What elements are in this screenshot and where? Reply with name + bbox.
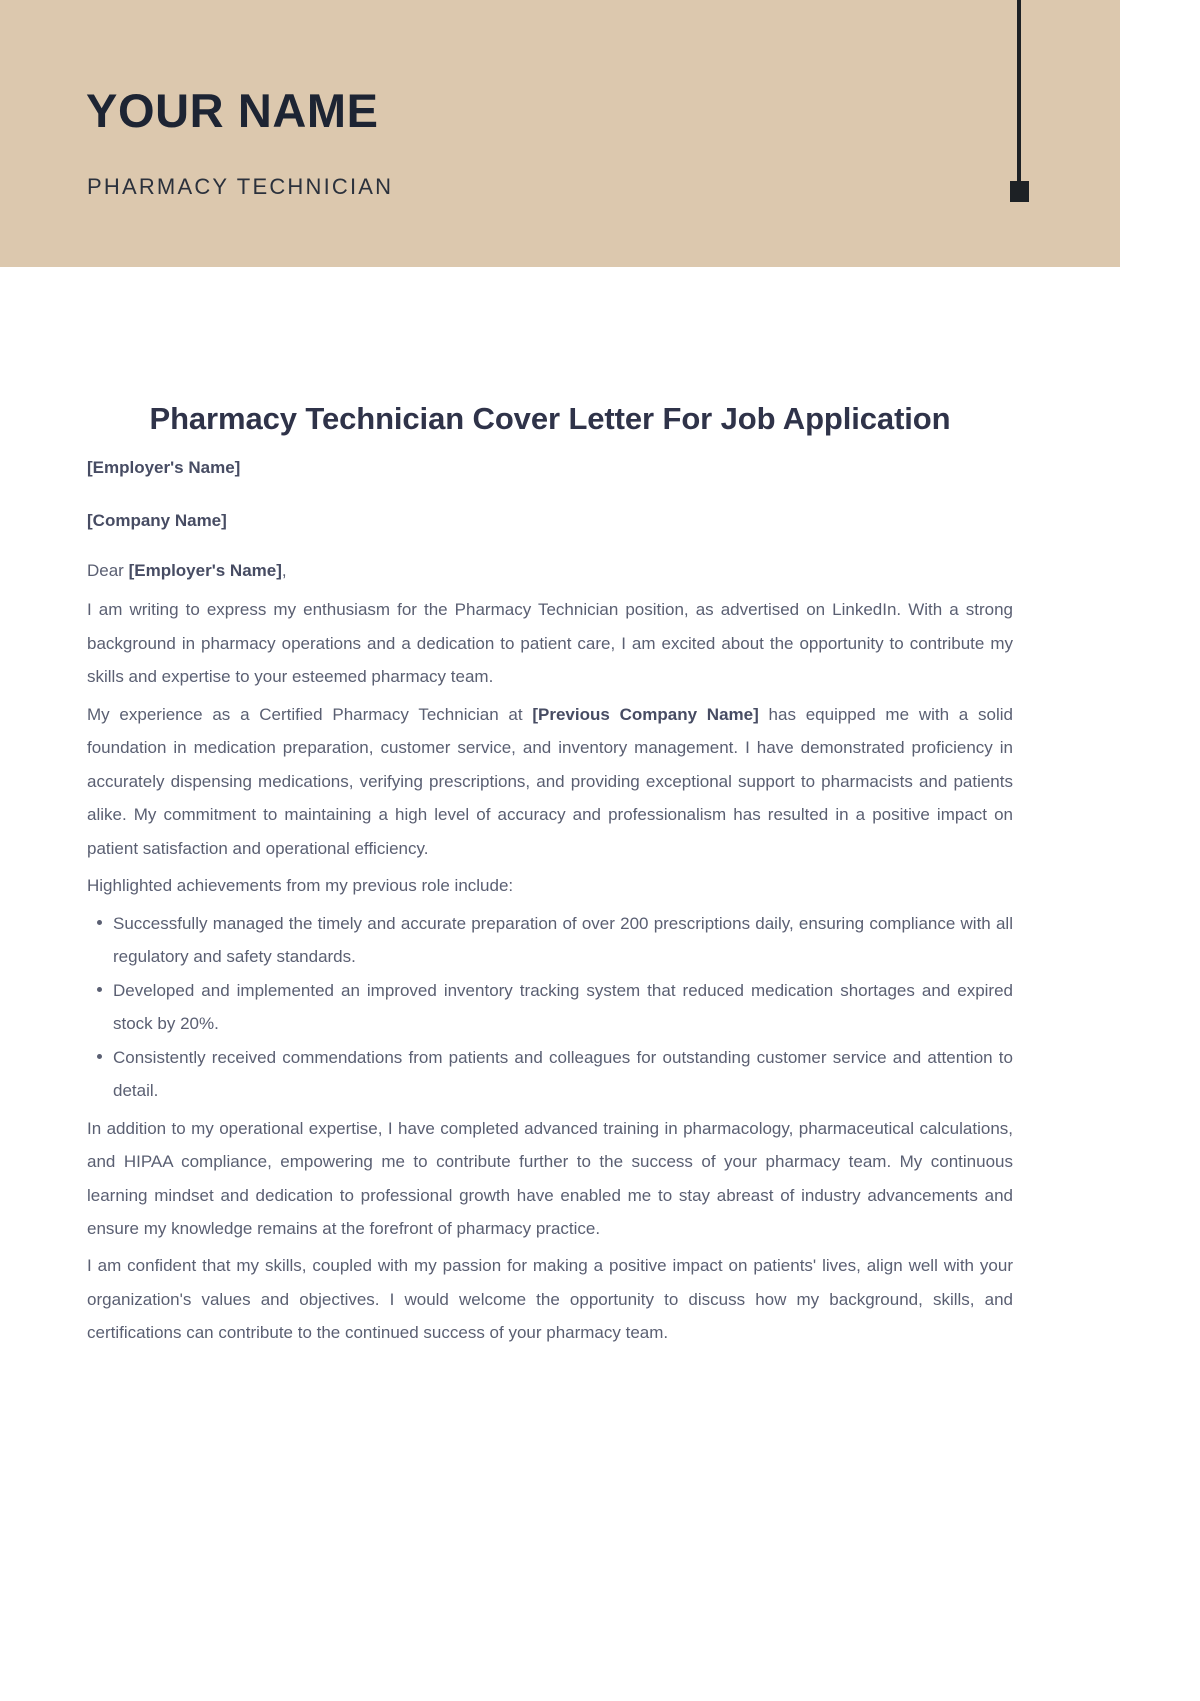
- salutation-line: [87, 557, 1013, 584]
- bullet-icon: [97, 987, 102, 992]
- employer-name-line: [Employer's Name]: [87, 458, 241, 478]
- achievements-intro: Highlighted achievements from my previous role include:: [87, 876, 514, 896]
- letter-paragraph-4: I am confident that my skills, coupled with my passion for making a positive impact on patients' lives, align well with your organization's values and objectives. I would welcome the opportunity to discuss how my background, skills, and certifications can contribute to the continued success of your pharmacy team.: [87, 1256, 1013, 1343]
- letter-paragraph-3: In addition to my operational expertise, I have completed advanced training in pharmacology, pharmaceutical calculations, and HIPAA compliance, empowering me to contribute further to the success of your pharmacy team. My continuous learning mindset and dedication to professional growth have enabled me to stay abreast of industry advancements and ensure my knowledge remains at the forefront of pharmacy practice.: [87, 1118, 1013, 1238]
- vertical-rule-cap-decoration: [1010, 181, 1029, 202]
- salutation-employer-placeholder: [Employer's Name]: [128, 561, 282, 581]
- company-name-line: [Company Name]: [87, 511, 227, 531]
- salutation-prefix: Dear: [87, 561, 129, 581]
- achievement-text: Developed and implemented an improved inventory tracking system that reduced medication shortages and expired stock by 20%.: [113, 980, 1013, 1034]
- document-header: [0, 0, 1120, 267]
- letter-paragraph-1: I am writing to express my enthusiasm for the Pharmacy Technician position, as advertised on LinkedIn. With a strong background in pharmacy operations and a dedication to patient care, I am excited about the opportunity to contribute my skills and expertise to your esteemed pharmacy team.: [87, 600, 1013, 687]
- list-item: [87, 974, 1013, 1041]
- achievement-text: Successfully managed the timely and accurate preparation of over 200 prescriptions daily, ensuring compliance with all regulatory and safety standards.: [113, 913, 1013, 967]
- list-item: [87, 907, 1013, 974]
- previous-company-placeholder: [Previous Company Name]: [532, 704, 759, 724]
- salutation-suffix: ,: [281, 561, 287, 581]
- paragraph-2-tail: has equipped me with a solid foundation in medication preparation, customer service, and inventory management. I have demonstrated proficiency in accurately dispensing medications, verifying prescriptions, and providing exceptional support to pharmacists and patients alike. My commitment to maintaining a high level of accuracy and professionalism has resulted in a positive impact on patient satisfaction and operational efficiency.: [87, 704, 1013, 858]
- applicant-role: PHARMACY TECHNICIAN: [87, 174, 394, 199]
- bullet-icon: [97, 920, 102, 925]
- applicant-name: YOUR NAME: [86, 84, 379, 137]
- list-item: [87, 1041, 1013, 1108]
- letter-title: Pharmacy Technician Cover Letter For Job Application: [149, 401, 951, 436]
- letter-paragraph-2: [87, 698, 1013, 865]
- paragraph-2-lead: My experience as a Certified Pharmacy Technician at: [87, 704, 533, 724]
- vertical-rule-decoration: [1017, 0, 1021, 192]
- achievement-text: Consistently received commendations from patients and colleagues for outstanding customer service and attention to detail.: [113, 1047, 1013, 1101]
- achievements-list: [87, 907, 1013, 1108]
- bullet-icon: [97, 1054, 102, 1059]
- letter-body: [87, 398, 1013, 1354]
